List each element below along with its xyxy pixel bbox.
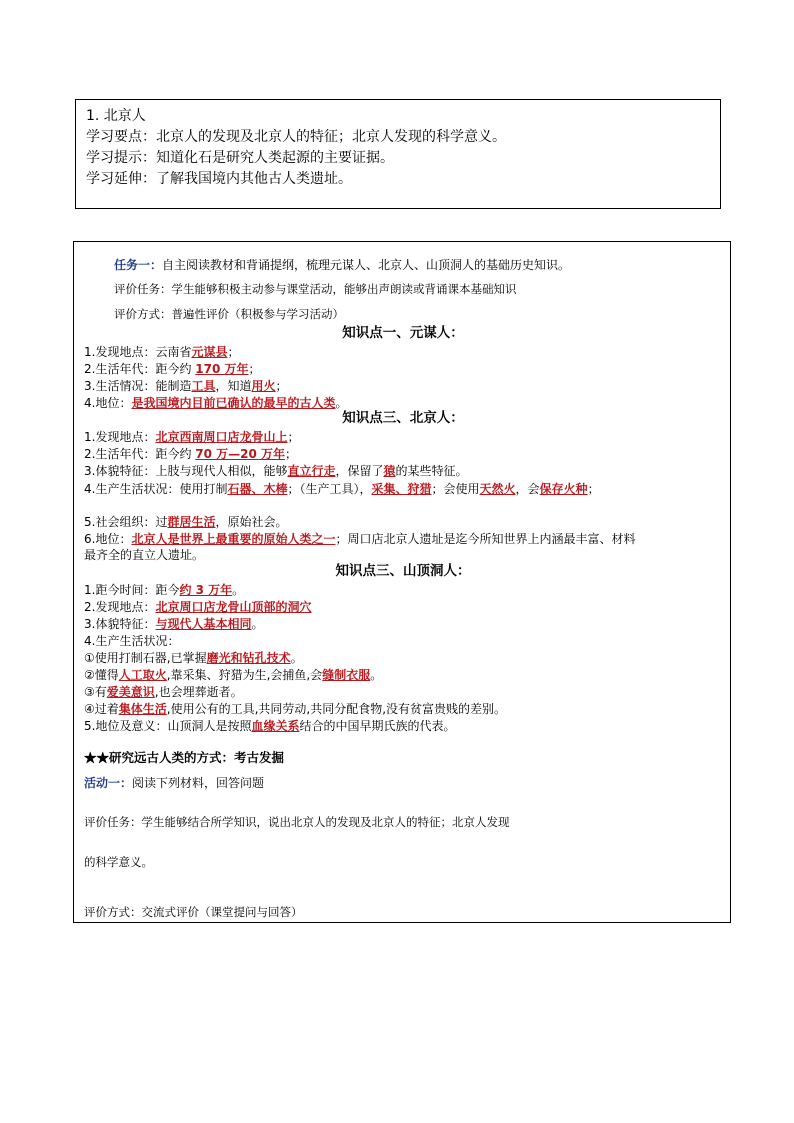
kp3-sub-2 <box>84 667 382 683</box>
kp1-l3b: 工具 <box>191 379 216 393</box>
activity-one-line <box>84 775 264 791</box>
kp3-s2d: 缝制衣服 <box>322 668 371 682</box>
kp2-line-3 <box>84 463 468 479</box>
kp1-line-2 <box>84 361 261 377</box>
kp3-l5a: 5.地位及意义：山顶洞人是按照 <box>84 719 252 733</box>
kp2-l5a: 5.社会组织：过 <box>84 515 168 529</box>
task-one-eval-method: 评价方式：普遍性评价（积极参与学习活动） <box>114 307 344 321</box>
kp3-s4c: ,使用公有的工具,共同劳动,共同分配食物,没有贫富贵贱的差别。 <box>166 702 507 716</box>
section-title: 1. 北京人 <box>86 108 146 124</box>
kp3-l1b: 约 3 万年 <box>179 583 233 597</box>
kp3-s2c: ,靠采集、狩猎为生,会捕鱼,会 <box>166 668 323 682</box>
kp3-l2b: 北京周口店龙骨山顶部的洞穴 <box>155 600 312 614</box>
kp3-l3b: 与现代人基本相同 <box>155 617 252 631</box>
kp2-l3e: 的某些特征。 <box>395 464 468 478</box>
kp1-l3a: 3.生活情况：能制造 <box>84 379 192 393</box>
kp3-heading: 知识点三、山顶洞人： <box>335 563 471 579</box>
kp2-line-6-cont: 最齐全的直立人遗址。 <box>84 548 205 562</box>
kp3-line-4: 4.生产生活状况： <box>84 634 180 648</box>
kp3-l1a: 1.距今时间：距今 <box>84 583 180 597</box>
kp3-line-3 <box>84 616 263 632</box>
kp1-l2b: 170 万年 <box>195 362 249 376</box>
kp1-l3e: ； <box>275 379 288 393</box>
knowledge-box <box>73 241 731 923</box>
task-one-eval-task: 评价任务：学生能够积极主动参与课堂活动，能够出声朗读或背诵课本基础知识 <box>114 282 517 296</box>
research-method-line: ★★研究远古人类的方式：考古发掘 <box>84 750 285 765</box>
kp3-s4b: 集体生活 <box>118 702 167 716</box>
kp2-l1a: 1.发现地点： <box>84 430 156 444</box>
kp3-l2a: 2.发现地点： <box>84 600 156 614</box>
kp1-l1b: 元谋县 <box>191 345 228 359</box>
kp1-l2a: 2.生活年代：距今约 <box>84 362 196 376</box>
kp1-l4a: 4.地位： <box>84 396 132 410</box>
kp2-l5b: 群居生活 <box>167 515 216 529</box>
kp1-l3c: ，知道 <box>215 379 252 393</box>
kp3-l5b: 血缘关系 <box>251 719 300 733</box>
kp2-l4g: ，会 <box>515 482 540 496</box>
learning-extension: 学习延伸：了解我国境内其他古人类遗址。 <box>86 171 352 187</box>
kp2-l3d: 猿 <box>383 464 396 478</box>
kp2-line-1 <box>84 429 299 445</box>
kp2-line-5 <box>84 514 287 530</box>
kp2-l1c: ； <box>287 430 300 444</box>
activity-eval-method: 评价方式：交流式评价（课堂提问与回答） <box>84 905 303 919</box>
kp3-sub-3 <box>84 684 243 700</box>
kp3-line-5 <box>84 718 455 734</box>
kp2-line-4 <box>84 481 600 497</box>
task-one-text: 自主阅读教材和背诵提纲，梳理元谋人、北京人、山顶洞人的基础历史知识。 <box>162 258 571 272</box>
learning-objectives-box <box>75 99 721 209</box>
kp2-line-2 <box>84 446 297 462</box>
kp1-line-4 <box>84 395 347 411</box>
kp2-l4d: 采集、狩猎 <box>371 482 432 496</box>
kp1-l4c: 。 <box>335 396 348 410</box>
learning-points: 学习要点：北京人的发现及北京人的特征；北京人发现的科学意义。 <box>86 129 506 145</box>
kp1-l3d: 用火 <box>251 379 276 393</box>
kp1-l4b: 是我国境内目前已确认的最早的古人类 <box>131 396 336 410</box>
kp3-l1c: 。 <box>232 583 245 597</box>
kp2-l2c: ； <box>285 447 298 461</box>
kp2-l6b: 北京人是世界上最重要的原始人类之一 <box>131 532 336 546</box>
activity-eval-task-1: 评价任务：学生能够结合所学知识，说出北京人的发现及北京人的特征；北京人发现 <box>84 815 510 829</box>
kp1-line-3 <box>84 378 288 394</box>
activity-eval-task-2: 的科学意义。 <box>84 855 153 869</box>
kp1-l1c: ； <box>227 345 240 359</box>
kp2-l6c: ；周口店北京人遗址是迄今所知世界上内涵最丰富、材料 <box>335 532 636 546</box>
kp2-l3b: 直立行走 <box>287 464 336 478</box>
kp2-l4h: 保存火种 <box>539 482 588 496</box>
task-one-line <box>114 257 570 273</box>
kp2-l2a: 2.生活年代：距今约 <box>84 447 196 461</box>
kp2-l4e: ；会使用 <box>431 482 480 496</box>
kp3-s1c: 。 <box>290 651 303 665</box>
activity-one-label: 活动一： <box>84 776 133 790</box>
kp3-s3b: 爱美意识 <box>106 685 155 699</box>
kp3-s2e: 。 <box>370 668 383 682</box>
kp1-l2c: ； <box>248 362 261 376</box>
kp1-line-1 <box>84 344 239 360</box>
kp2-heading: 知识点三、北京人： <box>342 410 464 426</box>
kp3-s3c: ,也会埋葬逝者。 <box>154 685 243 699</box>
kp3-s2b: 人工取火 <box>118 668 167 682</box>
kp3-sub-1 <box>84 650 303 666</box>
kp3-line-2 <box>84 599 311 615</box>
kp2-l5c: ，原始社会。 <box>215 515 288 529</box>
kp2-l4c: ；（生产工具）， <box>287 482 372 496</box>
kp3-s1b: 磨光和钻孔技术 <box>206 651 291 665</box>
kp2-l4a: 4.生产生活状况：使用打制 <box>84 482 228 496</box>
kp2-line-6 <box>84 531 635 547</box>
kp3-s2a: ②懂得 <box>84 668 119 682</box>
kp3-sub-4 <box>84 701 506 717</box>
kp3-l3c: 。 <box>251 617 264 631</box>
kp3-s4a: ④过着 <box>84 702 119 716</box>
kp2-l6a: 6.地位： <box>84 532 132 546</box>
kp1-l1a: 1.发现地点：云南省 <box>84 345 192 359</box>
kp2-l3a: 3.体貌特征：上肢与现代人相似，能够 <box>84 464 288 478</box>
kp3-l5c: 结合的中国早期氏族的代表。 <box>299 719 456 733</box>
activity-one-text: 阅读下列材料，回答问题 <box>132 776 265 790</box>
kp2-l4i: ； <box>587 482 600 496</box>
kp2-l2b: 70 万—20 万年 <box>195 447 286 461</box>
kp1-heading: 知识点一、元谋人： <box>342 325 464 341</box>
learning-hint: 学习提示：知道化石是研究人类起源的主要证据。 <box>86 150 394 166</box>
task-one-label: 任务一： <box>114 258 163 272</box>
kp3-l3a: 3.体貌特征： <box>84 617 156 631</box>
kp2-l3c: ，保留了 <box>335 464 384 478</box>
kp3-line-1 <box>84 582 244 598</box>
kp2-l4f: 天然火 <box>479 482 516 496</box>
kp3-s3a: ③有 <box>84 685 107 699</box>
kp2-l1b: 北京西南周口店龙骨山上 <box>155 430 288 444</box>
kp2-l4b: 石器、木棒 <box>227 482 288 496</box>
kp3-s1a: ①使用打制石器,已掌握 <box>84 651 207 665</box>
